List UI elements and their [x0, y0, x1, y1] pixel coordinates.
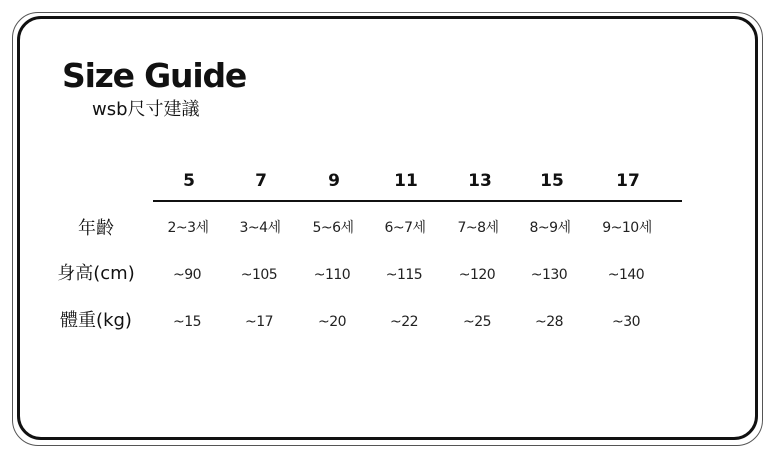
page-title: Size Guide — [62, 56, 247, 95]
row-label-weight: 體重(kg) — [60, 310, 132, 331]
table-cell: ~22 — [389, 314, 419, 330]
table-cell: ~90 — [172, 267, 202, 283]
table-cell: 8~9세 — [529, 220, 571, 236]
size-header-7: 7 — [255, 171, 267, 191]
table-cell: ~130 — [530, 267, 568, 283]
page-subtitle: wsb尺寸建議 — [92, 99, 200, 120]
table-cell: 3~4세 — [239, 220, 281, 236]
row-label-age: 年齡 — [78, 218, 114, 239]
table-cell: 5~6세 — [312, 220, 354, 236]
size-header-11: 11 — [394, 171, 418, 191]
table-cell: 6~7세 — [384, 220, 426, 236]
table-cell: 9~10세 — [602, 220, 652, 236]
row-label-height: 身高(cm) — [57, 263, 135, 284]
size-header-5: 5 — [183, 171, 195, 191]
table-cell: ~25 — [462, 314, 492, 330]
table-cell: ~105 — [240, 267, 278, 283]
table-cell: ~120 — [458, 267, 496, 283]
size-header-17: 17 — [616, 171, 640, 191]
size-header-15: 15 — [540, 171, 564, 191]
table-cell: ~28 — [534, 314, 564, 330]
table-cell: 2~3세 — [167, 220, 209, 236]
table-cell: ~115 — [385, 267, 423, 283]
header-divider — [153, 200, 682, 202]
table-cell: ~15 — [172, 314, 202, 330]
table-cell: ~20 — [317, 314, 347, 330]
size-header-9: 9 — [328, 171, 340, 191]
table-cell: ~30 — [611, 314, 641, 330]
table-cell: ~140 — [607, 267, 645, 283]
size-header-13: 13 — [468, 171, 492, 191]
table-cell: ~110 — [313, 267, 351, 283]
table-cell: ~17 — [244, 314, 274, 330]
table-cell: 7~8세 — [457, 220, 499, 236]
